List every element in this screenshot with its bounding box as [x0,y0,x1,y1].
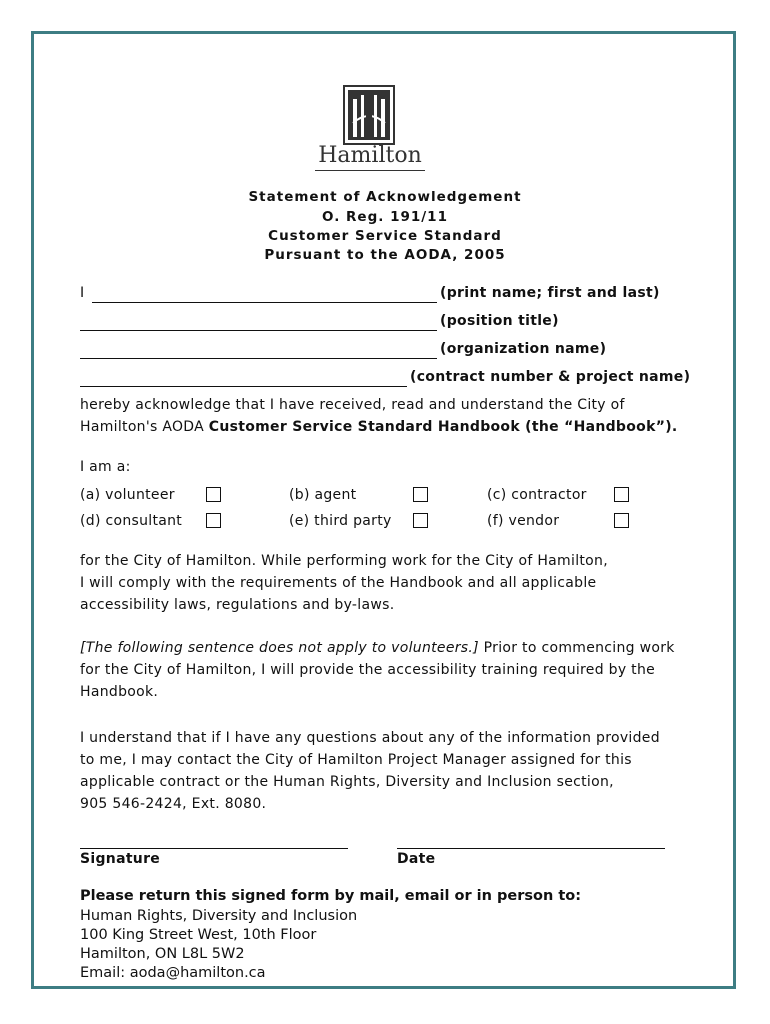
logo-rule [315,170,425,171]
contact-line: 905 546-2424, Ext. 8080. [80,796,267,812]
option-consultant-label: (d) consultant [80,513,183,529]
contact-line: applicable contract or the Human Rights, Diversity and Inclusion section, [80,774,614,790]
acknowledge-line-1: hereby acknowledge that I have received, read and understand the City of [80,397,625,413]
return-heading: Please return this signed form by mail, email or in person to: [80,888,582,904]
option-contractor-label: (c) contractor [487,487,587,503]
logo-wordmark: Hamilton [318,143,422,168]
consultant-checkbox[interactable] [206,513,221,528]
form-title: Statement of Acknowledgement [248,189,522,205]
training-line: for the City of Hamilton, I will provide the accessibility training required by the [80,662,656,678]
training-paragraph [80,637,675,703]
name-prefix: I [80,285,85,301]
position-field-label: (position title) [440,313,559,329]
position-field-line[interactable] [80,330,437,331]
handbook-title: Customer Service Standard Handbook (the “Handbook”). [208,419,678,435]
name-field-line[interactable] [92,302,437,303]
organization-field-label: (organization name) [440,341,607,357]
role-heading: I am a: [80,459,131,475]
date-label: Date [397,851,436,867]
vendor-checkbox[interactable] [614,513,629,528]
training-text: Prior to commencing work [478,640,675,656]
date-line[interactable] [397,848,665,849]
signature-label: Signature [80,851,161,867]
third-party-checkbox[interactable] [413,513,428,528]
contact-line: to me, I may contact the City of Hamilton Project Manager assigned for this [80,752,632,768]
compliance-paragraph [80,550,608,616]
return-department: Human Rights, Diversity and Inclusion [80,908,358,924]
regulation-number: O. Reg. 191/11 [322,209,448,225]
aoda-reference: Pursuant to the AODA, 2005 [264,247,506,263]
contract-field-label: (contract number & project name) [410,369,691,385]
return-street: 100 King Street West, 10th Floor [80,927,317,943]
return-city: Hamilton, ON L8L 5W2 [80,946,245,962]
name-field-label: (print name; first and last) [440,285,660,301]
training-line: Handbook. [80,684,159,700]
agent-checkbox[interactable] [413,487,428,502]
compliance-line: I will comply with the requirements of the Handbook and all applicable [80,575,597,591]
training-line [80,637,675,659]
acknowledge-text: Hamilton's AODA [80,419,209,435]
option-agent-label: (b) agent [289,487,357,503]
compliance-line: for the City of Hamilton. While performing work for the City of Hamilton, [80,553,608,569]
contractor-checkbox[interactable] [614,487,629,502]
organization-field-line[interactable] [80,358,437,359]
contact-line: I understand that if I have any questions about any of the information provided [80,730,660,746]
contact-paragraph [80,727,660,815]
return-email[interactable]: Email: aoda@hamilton.ca [80,965,266,981]
option-vendor-label: (f) vendor [487,513,560,529]
contract-field-line[interactable] [80,386,407,387]
hamilton-logo [315,85,425,175]
signature-line[interactable] [80,848,348,849]
standard-name: Customer Service Standard [268,228,502,244]
option-third-party-label: (e) third party [289,513,392,529]
city-hall-icon [343,85,395,145]
compliance-line: accessibility laws, regulations and by-laws. [80,597,395,613]
option-volunteer-label: (a) volunteer [80,487,175,503]
volunteer-checkbox[interactable] [206,487,221,502]
acknowledge-line-2 [80,419,678,435]
volunteer-note: [The following sentence does not apply to volunteers.] [80,640,479,656]
